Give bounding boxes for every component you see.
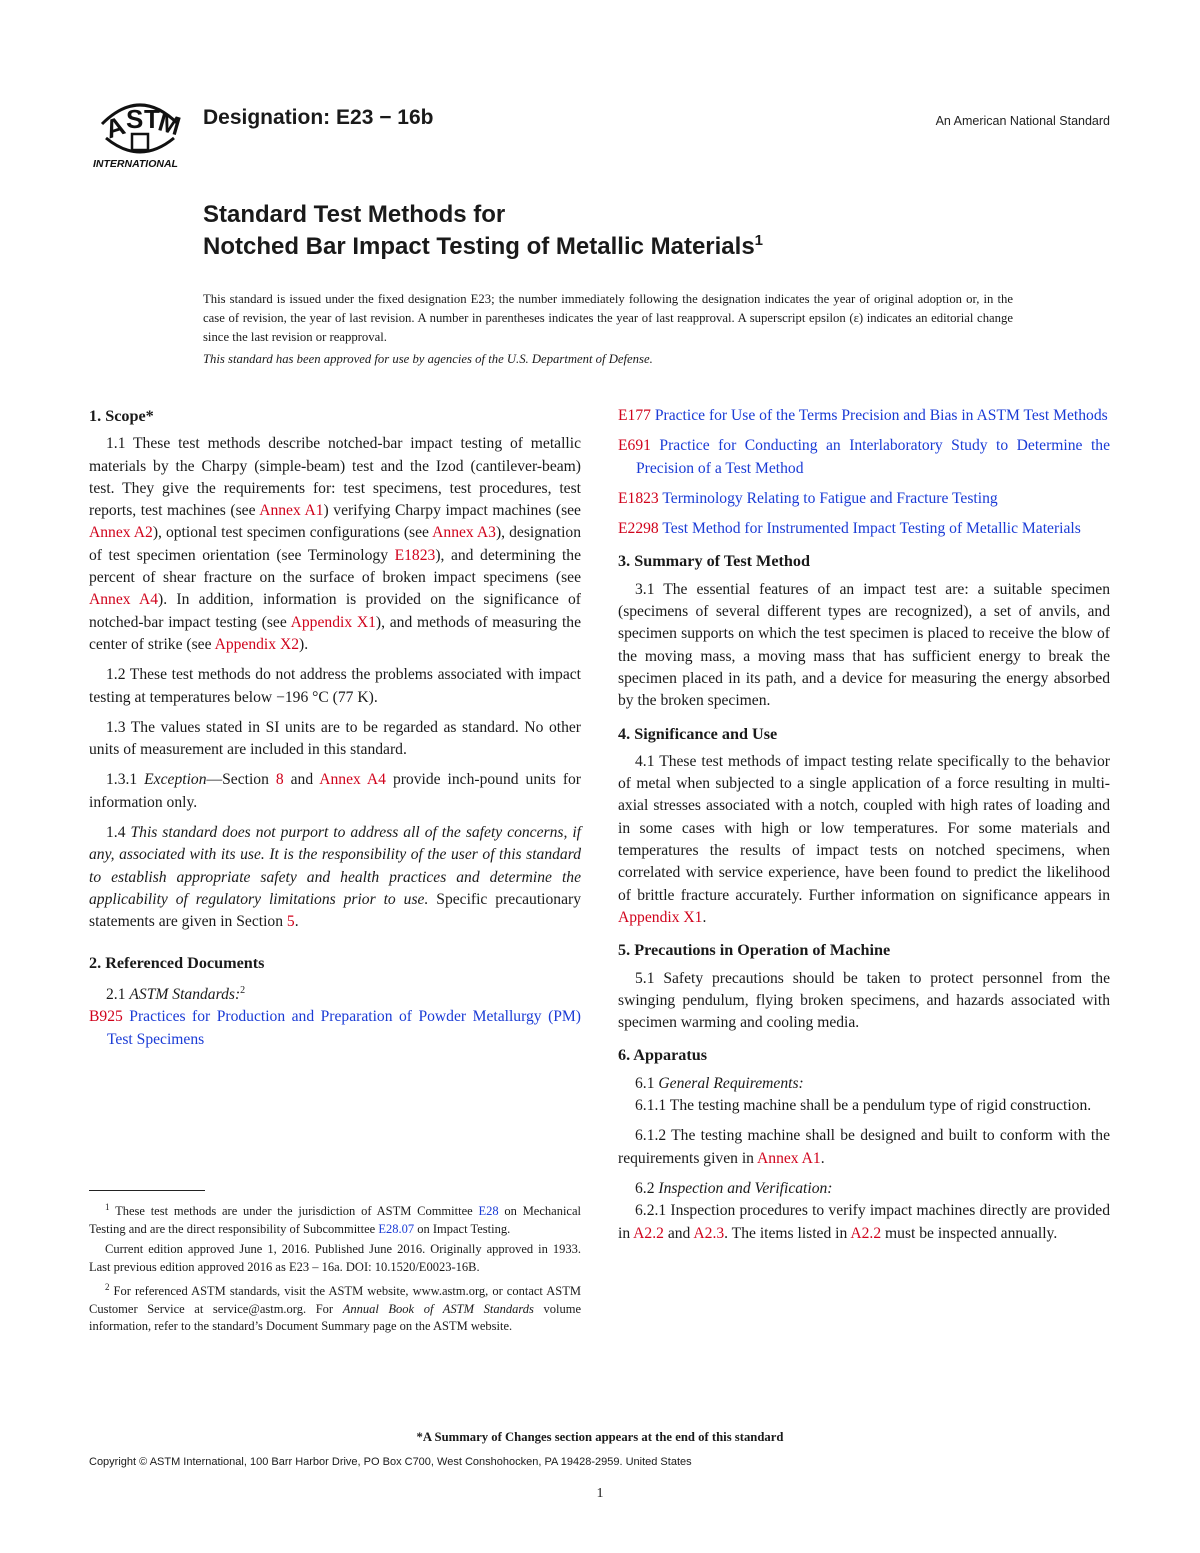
reference-e2298[interactable]: E2298 Test Method for Instrumented Impact Testing of Metallic Materials [618, 520, 1081, 538]
paragraph-1-3-1: 1.3.1 Exception—Section 8 and Annex A4 provide inch-pound units for information only. [89, 771, 582, 811]
page-number: 1 [596, 1486, 604, 1501]
paragraph-1-3: 1.3 The values stated in SI units are to be regarded as standard. No other units of measurement are included in this standard. [89, 718, 581, 759]
svg-text:INTERNATIONAL: INTERNATIONAL [93, 158, 178, 170]
svg-text:S: S [126, 104, 144, 134]
link-annex-a1[interactable]: Annex A1 [259, 502, 324, 520]
section-heading-significance: 4. Significance and Use [618, 724, 778, 743]
link-a2-2[interactable]: A2.2 [850, 1224, 882, 1242]
link-appendix-x1[interactable]: Appendix X1 [618, 908, 703, 926]
link-e1823[interactable]: E1823 [394, 546, 436, 564]
paragraph-6-1: 6.1 General Requirements: [635, 1074, 804, 1092]
link-section-8[interactable]: 8 [275, 771, 284, 789]
footnote-divider [89, 1190, 205, 1191]
footnote-1-edition: Current edition approved June 1, 2016. Published June 2016. Originally approved in 1933. Last previous edition approved 2016 as E23 – 16a. DOI: 10.1520/E0023-16B. [89, 1242, 581, 1274]
designation: Designation: E23 − 16b [203, 106, 434, 129]
paragraph-6-2: 6.2 Inspection and Verification: [635, 1179, 833, 1197]
section-heading-scope: 1. Scope* [89, 407, 154, 425]
svg-text:M: M [155, 106, 185, 142]
astm-logo [92, 92, 188, 172]
link-annex-a1[interactable]: Annex A1 [757, 1149, 821, 1167]
link-annex-a4[interactable]: Annex A4 [89, 591, 159, 609]
title-text: Notched Bar Impact Testing of Metallic Materials [203, 233, 755, 260]
paragraph-5-1: 5.1 Safety precautions should be taken to protect personnel from the swinging pendulum, flying broken specimens, and hazards associated with specimen warming and cooling media. [618, 969, 1110, 1032]
link-a2-2[interactable]: A2.2 [633, 1224, 664, 1242]
reference-b925[interactable]: B925 Practices for Production and Preparation of Powder Metallurgy (PM) Test Specimens [89, 1008, 581, 1048]
paragraph-1-4: 1.4 This standard does not purport to address all of the safety concerns, if any, associated with its use. It is the responsibility of the user of this standard to establish appropriate safety and health practices and determine the applicability of regulatory limitations prior to use. Specific precautionary statements are given in Section 5. [89, 824, 582, 931]
link-annex-a3[interactable]: Annex A3 [432, 524, 496, 542]
section-heading-summary: 3. Summary of Test Method [618, 552, 811, 571]
link-section-5[interactable]: 5 [286, 913, 295, 931]
dod-approval-note: This standard has been approved for use by agencies of the U.S. Department of Defense. [203, 352, 653, 366]
section-heading-apparatus: 6. Apparatus [618, 1046, 708, 1065]
paragraph-4-1: 4.1 These test methods of impact testing relate specifically to the behavior of metal when subjected to a single application of a force resulting in multi-axial stresses associated with a notch, coupled with high rates of loading and in some cases with high or low temperatures. For some materials and temperatures the results of impact tests on notched specimens, when correlated with service experience, have been found to predict the likelihood of brittle fracture accurately. Further information on significance appears in Appendix X1. [618, 752, 1110, 926]
link-appendix-x2[interactable]: Appendix X2 [214, 635, 300, 653]
footnote-1: $^1$ These test methods are under the jurisdiction of ASTM Committee E28 on Mechanical Testing and are the direct responsibility of Subcommittee E28.07 on Impact Testing. [89, 1202, 581, 1236]
footnotes [89, 1199, 581, 1339]
reference-e691[interactable]: E691 Practice for Conducting an Interlaboratory Study to Determine the Precision of a Test Method [618, 437, 1110, 477]
svg-text:A: A [101, 110, 129, 145]
paragraph-1-2: 1.2 These test methods do not address the problems associated with impact testing at temperatures below −196 °C (77 K). [89, 666, 581, 706]
link-annex-a4[interactable]: Annex A4 [319, 771, 386, 789]
link-e28-07[interactable]: E28.07 [378, 1221, 415, 1236]
issuance-note: This standard is issued under the fixed designation E23; the number immediately following the designation indicates the year of original adoption or, in the case of revision, the year of last revision. A number in parentheses indicates the year of last reapproval. A superscript epsilon (ε) indicates an editorial change since the last revision or reapproval. [203, 292, 1013, 344]
paragraph-6-1-1: 6.1.1 The testing machine shall be a pendulum type of rigid construction. [635, 1097, 1092, 1115]
title-line-1: Standard Test Methods for [203, 201, 506, 228]
summary-of-changes-note: *A Summary of Changes section appears at the end of this standard [416, 1430, 784, 1444]
paragraph-6-2-1: 6.2.1 Inspection procedures to verify impact machines directly are provided in A2.2 and A2.3. The items listed in A2.2 must be inspected annually. [618, 1202, 1110, 1242]
national-standard-label: An American National Standard [935, 114, 1110, 128]
reference-e177[interactable]: E177 Practice for Use of the Terms Precision and Bias in ASTM Test Methods [618, 407, 1108, 424]
paragraph-1-1: 1.1 These test methods describe notched-bar impact testing of metallic materials by the Charpy (simple-beam) test and the Izod (cantilever-beam) test. They give the requirements for: test specimens, test procedures, test reports, test machines (see Annex A1) verifying Charpy impact machines (see Annex A2), optional test specimen configurations (see Annex A3), designation of test specimen orientation (see Terminology E1823), and determining the percent of shear fracture on the surface of broken impact specimens (see Annex A4). In addition, information is provided on the significance of notched-bar impact testing (see Appendix X1), and methods of measuring the center of strike (see Appendix X2). [89, 435, 582, 653]
left-column [89, 405, 581, 1059]
paragraph-3-1: 3.1 The essential features of an impact test are: a suitable specimen (specimens of several different types are recognized), a set of anvils, and specimen supports on which the test specimen is placed to receive the blow of the moving mass, a moving mass that has sufficient energy to break the specimen placed in its path, and a device for measuring the energy absorbed by the broken specimen. [618, 580, 1110, 710]
link-appendix-x1[interactable]: Appendix X1 [290, 613, 376, 631]
astm-logo-icon [92, 92, 188, 172]
paragraph-2-1: 2.1 ASTM Standards:$^2$ [106, 984, 246, 1004]
copyright-line: Copyright © ASTM International, 100 Barr Harbor Drive, PO Box C700, West Conshohocken, PA 19428-2959. United States [89, 1456, 692, 1468]
link-a2-3[interactable]: A2.3 [693, 1224, 725, 1242]
right-column [618, 405, 1110, 1253]
section-heading-referenced: 2. Referenced Documents [89, 953, 265, 972]
reference-e1823[interactable]: E1823 Terminology Relating to Fatigue and Fracture Testing [618, 489, 998, 507]
title-footnote-mark[interactable]: 1 [754, 232, 764, 249]
svg-text:T: T [144, 104, 160, 134]
link-annex-a2[interactable]: Annex A2 [89, 524, 153, 542]
footnote-2: $^2$ For referenced ASTM standards, visit the ASTM website, www.astm.org, or contact ASTM Customer Service at service@astm.org. For Annual Book of ASTM Standards volume information, refer to the standard’s Document Summary page on the ASTM website. [89, 1282, 582, 1334]
paragraph-6-1-2: 6.1.2 The testing machine shall be designed and built to conform with the requirements given in Annex A1. [618, 1127, 1110, 1167]
section-heading-precautions: 5. Precautions in Operation of Machine [618, 941, 891, 960]
link-e28[interactable]: E28 [478, 1204, 499, 1219]
title-line-2 [203, 232, 763, 261]
